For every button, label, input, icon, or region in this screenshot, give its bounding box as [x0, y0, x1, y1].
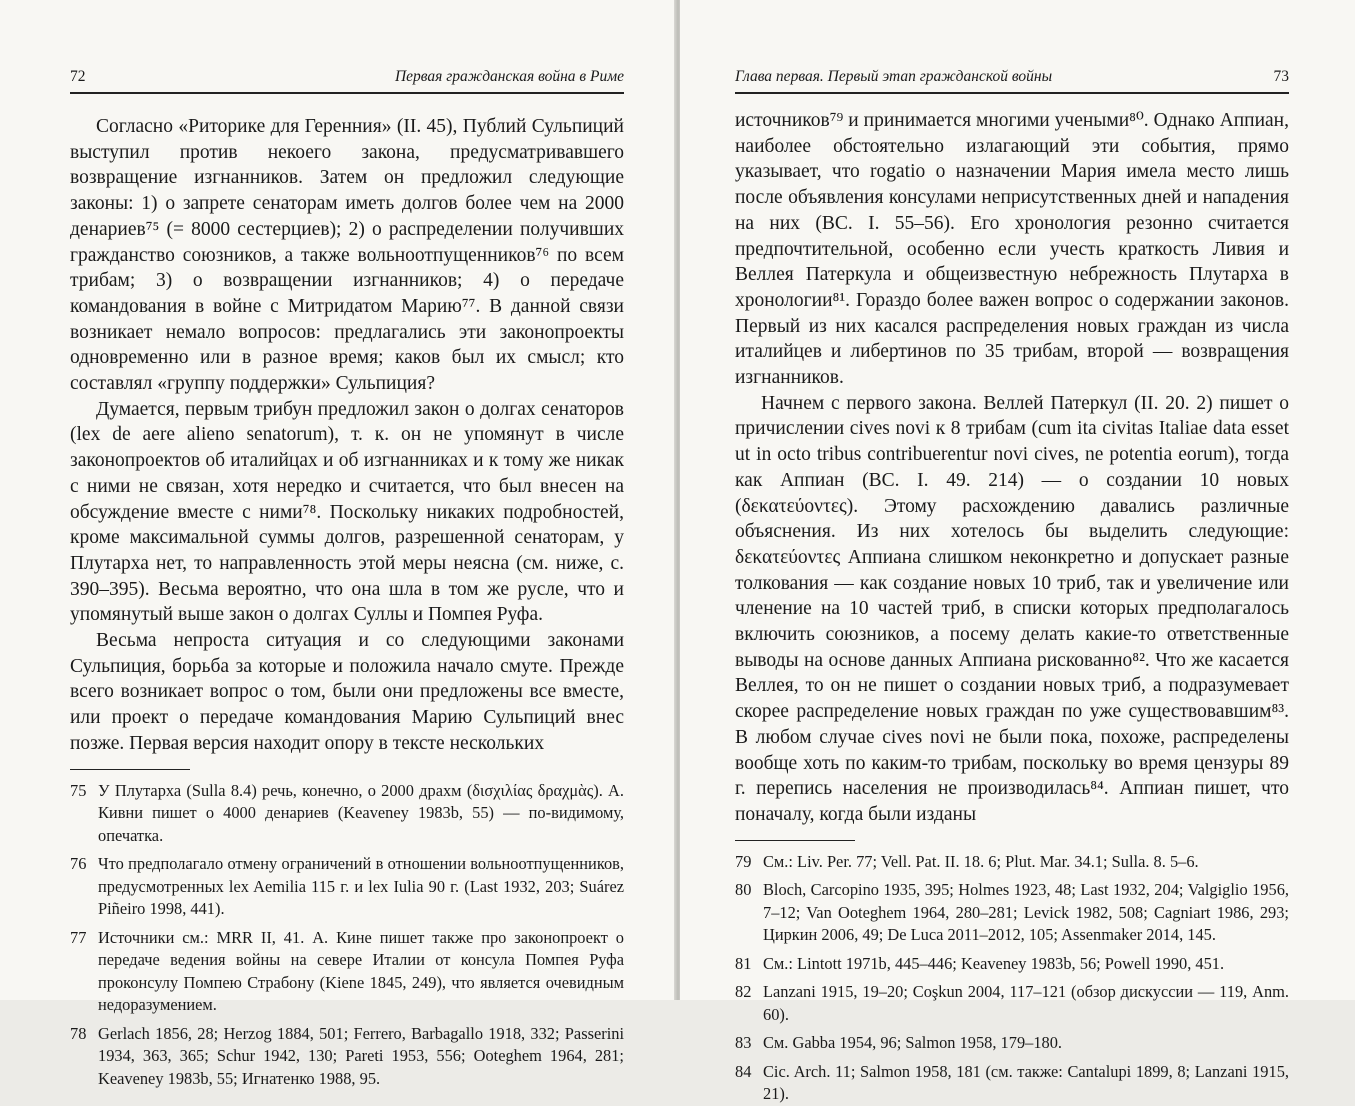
footnote-text: У Плутарха (Sulla 8.4) речь, конечно, о 2000 драхм (δισχιλίας δραχμὰς). А. Кивни пишет о 4000 денариев (Keaveney 1983b, 55) — по-видимому, опечатка.	[98, 780, 624, 845]
running-head	[70, 66, 624, 94]
footnote-text: Источники см.: MRR II, 41. А. Кине пишет также про законопроект о передаче ведения войны на севере Италии от консула Помпея Руфа проконсулу Помпею Страбону (Kiene 1845, 249), что является очевидным недоразумением.	[98, 927, 624, 1015]
footnotes	[735, 851, 1289, 1106]
paragraph: Весьма непроста ситуация и со следующими законами Сульпиция, борьба за которые и положила начало смуте. Прежде всего возникает вопрос о том, были они предложены все вместе, или проект о передаче командования Марию Сульпиций внес позже. Первая версия находит опору в тексте нескольких	[70, 630, 624, 754]
footnote-number: 79	[735, 851, 752, 871]
footnote-text: Cic. Arch. 11; Salmon 1958, 181 (см. также: Cantalupi 1899, 8; Lanzani 1915, 21).	[763, 1061, 1289, 1104]
footnote-number: 81	[735, 953, 752, 973]
running-title: Глава первая. Первый этап гражданской войны	[735, 68, 1053, 85]
footnote	[735, 953, 1289, 976]
footnote	[735, 879, 1289, 947]
page-number: 72	[70, 68, 86, 85]
page-number: 73	[1273, 68, 1289, 85]
footnote-text: См. Gabba 1954, 96; Salmon 1958, 179–180.	[763, 1033, 1063, 1053]
footnote-number: 83	[735, 1033, 752, 1053]
running-head	[735, 66, 1289, 94]
footnote-number: 77	[70, 927, 87, 947]
right-page	[680, 0, 1355, 1104]
left-page	[0, 0, 676, 1088]
footnote-number: 80	[735, 880, 752, 900]
footnote-number: 82	[735, 982, 752, 1002]
footnote-number: 76	[70, 854, 87, 874]
paragraph: Начнем с первого закона. Веллей Патеркул (II. 20. 2) пишет о причислении cives novi к 8 трибам (cum ita civitas Italiae data esset ut in octo tribus contribuerentur novi cives, ne potentia eorum), тогда как Аппиан (BC. I. 49. 214) — о создании 10 новых (δεκατεύοντες). Этому расхождению давались различные объяснения. Из них хотелось бы выделить следующие: δεκατεύοντες Аппиана слишком неконкретно и допускает разные толкования — как создание новых 10 триб, так и увеличение или членение на 10 частей триб, в списки которых предполагалось включить союзников, а посему делать какие-то ответственные выводы на основе данных Аппиана рискованно⁸². Что же касается Веллея, то он не пишет о создании новых триб, а подразумевает скорее распределение новых граждан по уже существовавшим⁸³. В любом случае cives novi не были пока, похоже, распределены вообще хоть по каким-то трибам, поскольку во время цензуры 89 г. перепись населения не производилась⁸⁴. Аппиан пишет, что поначалу, когда были изданы	[735, 392, 1289, 825]
main-text	[735, 108, 1289, 828]
footnote	[70, 780, 624, 848]
footnote	[735, 981, 1289, 1026]
footnote	[70, 1023, 624, 1091]
footnote-text: Bloch, Carcopino 1935, 395; Holmes 1923, 48; Last 1932, 204; Valgiglio 1956, 7–12; Van Ooteghem 1964, 280–281; Levick 1982, 508; Cagniart 1986, 293; Циркин 2006, 49; De Luca 2011–2012, 105; Assenmaker 2014, 145.	[763, 880, 1289, 945]
footnote	[70, 853, 624, 921]
running-title: Первая гражданская война в Риме	[394, 68, 624, 85]
paragraph: Согласно «Риторике для Геренния» (II. 45), Публий Сульпиций выступил против некоего закона, предусматривавшего возвращение изгнанников. Затем он предложил следующие законы: 1) о запрете сенаторам иметь долгов более чем на 2000 денариев⁷⁵ (= 8000 сестерциев); 2) о распределении получивших гражданство союзников, а также вольноотпущенников⁷⁶ по всем трибам; 3) о возвращении изгнанников; 4) о передаче командования в войне с Митридатом Марию⁷⁷. В данной связи возникает немало вопросов: предлагались эти законопроекты одновременно или в разное время; каков был их смысл; кто составлял «группу поддержки» Сульпиция?	[70, 116, 624, 395]
paragraph: источников⁷⁹ и принимается многими учеными⁸⁰. Однако Аппиан, наиболее обстоятельно излагающий эти события, прямо указывает, что rogatio о назначении Мария имела место лишь после объявления консулами неприсутственных дней и нападения на них (BC. I. 55–56). Его хронология резонно считается предпочтительной, особенно если учесть краткость Ливия и Веллея Патеркула и общеизвестную небрежность Плутарха в хронологии⁸¹. Гораздо более важен вопрос о содержании законов. Первый из них касался распределения новых граждан из числа италийцев и либертинов по 35 трибам, второй — возвращения изгнанников.	[735, 110, 1289, 389]
footnotes	[70, 780, 624, 1091]
footnote-number: 78	[70, 1023, 87, 1043]
footnote-separator	[70, 769, 190, 770]
footnote-text: Lanzani 1915, 19–20; Coşkun 2004, 117–121 (обзор дискуссии — 119, Anm. 60).	[763, 982, 1289, 1024]
footnote-text: См.: Lintott 1971b, 445–446; Keaveney 1983b, 56; Powell 1990, 451.	[763, 953, 1225, 973]
footnote	[735, 1032, 1289, 1055]
footnote-text: См.: Liv. Per. 77; Vell. Pat. II. 18. 6; Plut. Mar. 34.1; Sulla. 8. 5–6.	[763, 851, 1199, 871]
footnote	[735, 1061, 1289, 1106]
footnote-number: 75	[70, 780, 87, 800]
footnote-number: 84	[735, 1061, 752, 1081]
footnote-separator	[735, 840, 855, 841]
footnote	[735, 851, 1289, 874]
footnote	[70, 927, 624, 1017]
footnote-text: Gerlach 1856, 28; Herzog 1884, 501; Ferrero, Barbagallo 1918, 332; Passerini 1934, 363, 365; Schur 1942, 130; Pareti 1953, 556; Ooteghem 1964, 281; Keaveney 1983b, 55; Игнатенко 1988, 95.	[98, 1023, 624, 1088]
paragraph: Думается, первым трибун предложил закон о долгах сенаторов (lex de aere alieno senatorum), т. к. он не упомянут в числе законопроектов об италийцах и об изгнанниках и к тому же никак с ними не связан, хотя нередко и считается, что был внесен на обсуждение вместе с ними⁷⁸. Поскольку никаких подробностей, кроме максимальной суммы долгов, разрешенной сенаторам, у Плутарха нет, то направленность этой меры неясна (см. ниже, с. 390–395). Весьма вероятно, что она шла в том же русле, что и упомянутый выше закон о долгах Суллы и Помпея Руфа.	[70, 398, 624, 626]
main-text	[70, 114, 624, 757]
footnote-text: Что предполагало отмену ограничений в отношении вольноотпущенников, предусмотренных lex Aemilia 115 г. и lex Iulia 90 г. (Last 1932, 203; Suárez Piñeiro 1998, 441).	[98, 854, 624, 919]
